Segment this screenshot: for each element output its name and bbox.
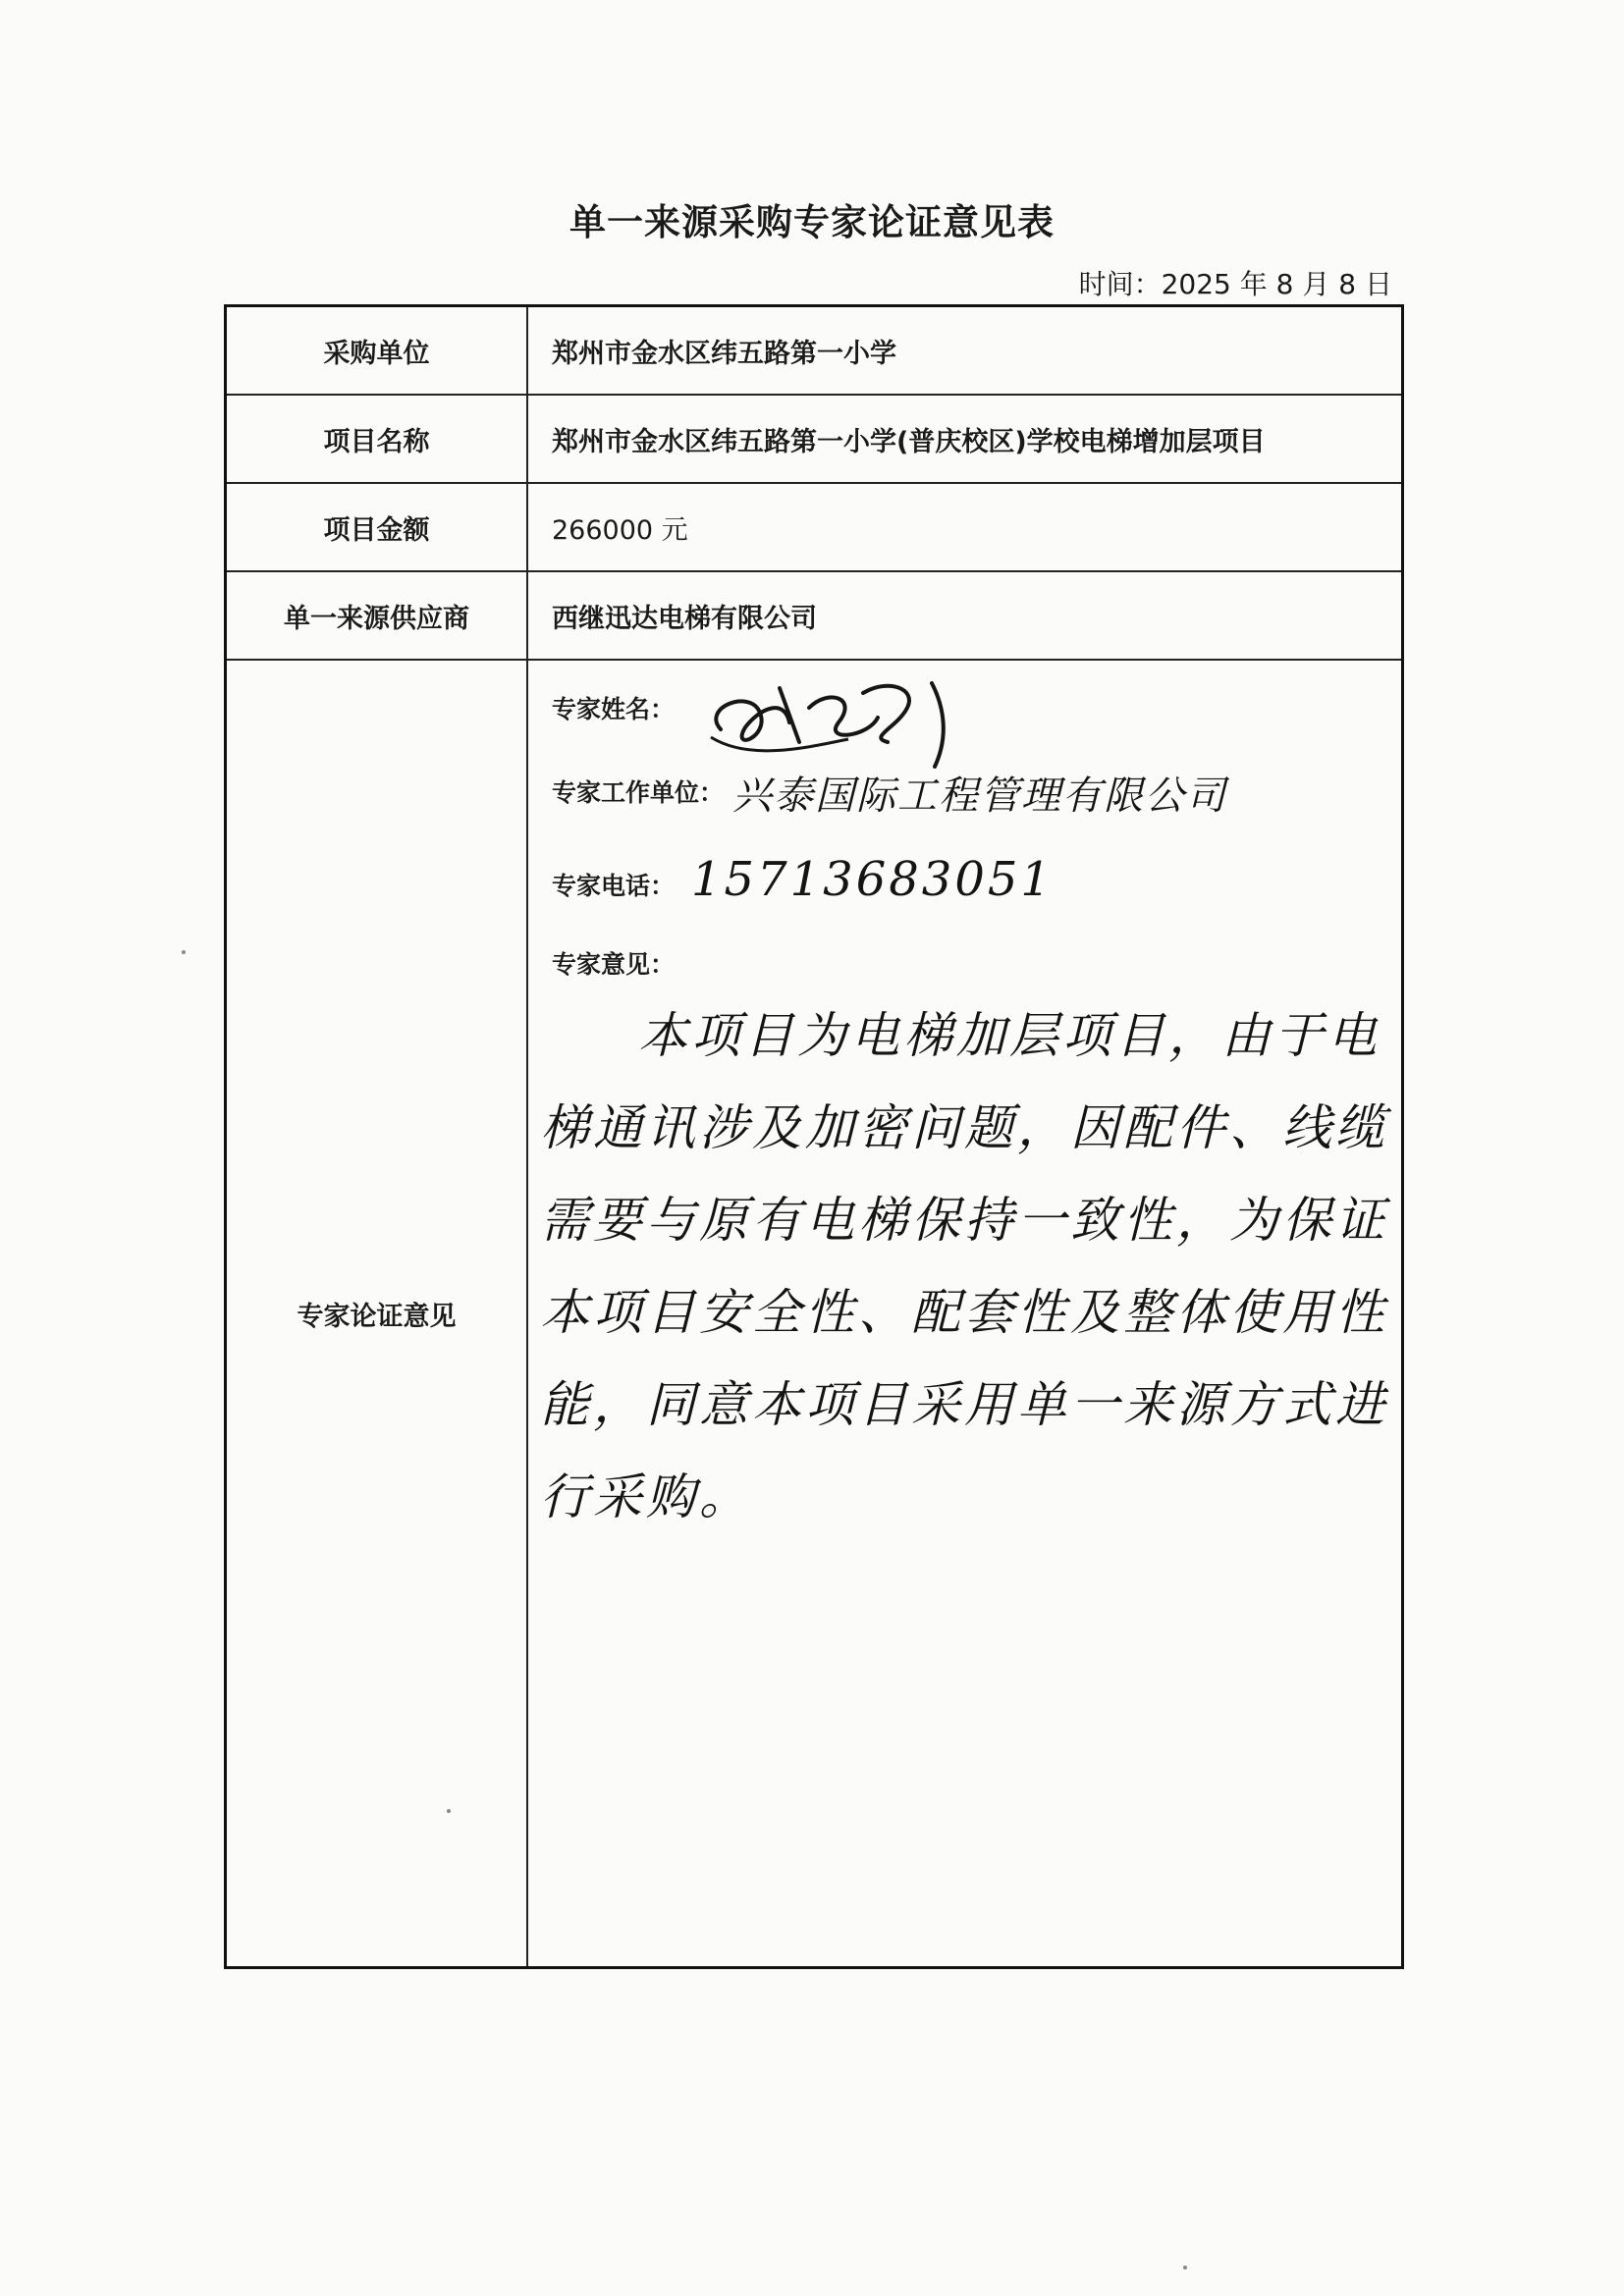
row-project-name [227, 396, 1401, 484]
scan-speck [182, 950, 186, 954]
row-purchaser [227, 307, 1401, 396]
row-expert-opinion [227, 661, 1401, 1966]
expert-name-label: 专家姓名： [552, 695, 676, 723]
expert-phone-label: 专家电话： [552, 872, 676, 900]
project-amount-label: 项目金额 [227, 484, 528, 570]
expert-opinion-label: 专家论证意见 [227, 661, 528, 1966]
opinion-form-table [224, 304, 1404, 1969]
expert-unit-label: 专家工作单位： [552, 778, 725, 807]
expert-signature-image [691, 668, 956, 776]
supplier-label: 单一来源供应商 [227, 572, 528, 659]
scan-speck [1183, 2266, 1187, 2269]
expert-opinion-content [528, 661, 1401, 1966]
row-supplier [227, 572, 1401, 661]
expert-phone-value: 15713683051 [691, 852, 1054, 907]
scan-speck [447, 1809, 451, 1813]
purchaser-value: 郑州市金水区纬五路第一小学 [552, 338, 896, 369]
expert-opinion-field-label: 专家意见： [552, 950, 676, 979]
project-name-value: 郑州市金水区纬五路第一小学(普庆校区)学校电梯增加层项目 [552, 426, 1266, 457]
row-project-amount [227, 484, 1401, 572]
document-date: 时间：2025 年 8 月 8 日 [1078, 268, 1392, 300]
purchaser-label: 采购单位 [227, 307, 528, 394]
supplier-value: 西继迅达电梯有限公司 [552, 603, 817, 634]
document-title: 单一来源采购专家论证意见表 [569, 201, 1055, 243]
expert-unit-value: 兴泰国际工程管理有限公司 [732, 774, 1227, 819]
project-name-label: 项目名称 [227, 396, 528, 482]
expert-opinion-text: 本项目为电梯加层项目，由于电梯通讯涉及加密问题，因配件、线缆需要与原有电梯保持一致性，为保证本项目安全性、配套性及整体使用性能，同意本项目采用单一来源方式进行采购。 [540, 1007, 1388, 1525]
project-amount-value: 266000 元 [552, 514, 688, 546]
